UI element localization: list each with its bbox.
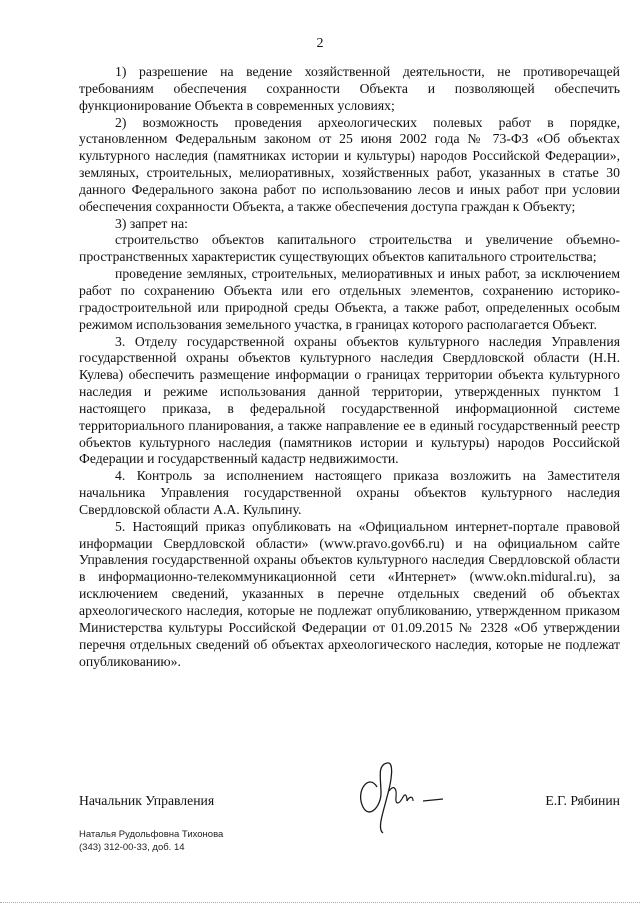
handwritten-signature: [347, 757, 477, 837]
signer-name: Е.Г. Рябинин: [545, 793, 620, 808]
paragraph-item-3: 3. Отделу государственной охраны объектов культурного наследия Управления государственной охраны объектов культурного наследия Свердловской области (Н.Н. Кулева) обеспечить размещение информации о границах территории объекта культурного наследия и режиме использования данной территории, утвержденных пунктом 1 настоящего приказа, в федеральной государственной информационной системе территориального планирования, а также направление ее в единый государственный реестр объектов культурного наследия (памятников истории и культуры) народов Российской Федерации и государственный кадастр недвижимости.: [79, 333, 620, 467]
paragraph-prohibition-intro: 3) запрет на:: [115, 215, 188, 231]
paragraph-item-4: 4. Контроль за исполнением настоящего приказа возложить на Заместителя начальника Управления государственной охраны объектов культурного наследия Свердловской области А.А. Кульпину.: [79, 468, 620, 517]
paragraph-item-5: 5. Настоящий приказ опубликовать на «Официальном интернет-портале правовой информации Свердловской области» (www.pravo.gov66.ru) и на официальном сайте Управления государственной охраны объектов культурного наследия Свердловской области в информационно-телекоммуникационной сети «Интернет» (www.okn.midural.ru), за исключением сведений, указанных в перечне отдельных сведений об объектах археологического наследия, которые не подлежат опубликованию, утвержденном приказом Министерства культуры Российской Федерации от 01.09.2015 № 2328 «Об утверждении перечня отдельных сведений об объектах археологического наследия, которые не подлежат опубликованию».: [79, 518, 620, 669]
document-body: [79, 64, 620, 670]
page-number: 2: [316, 36, 324, 51]
paragraph-permission: 1) разрешение на ведение хозяйственной деятельности, не противоречащей требованиям обеспечения сохранности Объекта и позволяющей обеспечить функционирование Объекта в современных условиях;: [79, 64, 620, 113]
contact-info: [79, 828, 223, 854]
position-title: Начальник Управления: [79, 793, 215, 808]
paragraph-archaeological-works: 2) возможность проведения археологических полевых работ в порядке, установленном Федеральным законом от 25 июня 2002 года № 73-ФЗ «Об объектах культурного наследия (памятниках истории и культуры) народов Российской Федерации», земляных, строительных, мелиоративных, хозяйственных работ, указанных в статье 30 данного Федерального закона работ по использованию лесов и иных работ при условии обеспечения сохранности Объекта, а также обеспечения доступа граждан к Объекту;: [79, 114, 620, 214]
signature-block: [79, 793, 620, 833]
paragraph-prohibition-construction: строительство объектов капитального строительства и увеличение объемно-пространственных характеристик существующих объектов капитального строительства;: [79, 232, 620, 265]
paragraph-prohibition-works: проведение земляных, строительных, мелиоративных и иных работ, за исключением работ по сохранению Объекта или его отдельных элементов, сохранению историко-градостроительной или природной среды Объекта, а также работ, определенных особым режимом использования земельного участка, в границах которого располагается Объект.: [79, 266, 620, 332]
page-bottom-edge: [0, 902, 640, 903]
contact-phone: (343) 312-00-33, доб. 14: [79, 842, 185, 853]
contact-name: Наталья Рудольфовна Тихонова: [79, 829, 224, 840]
